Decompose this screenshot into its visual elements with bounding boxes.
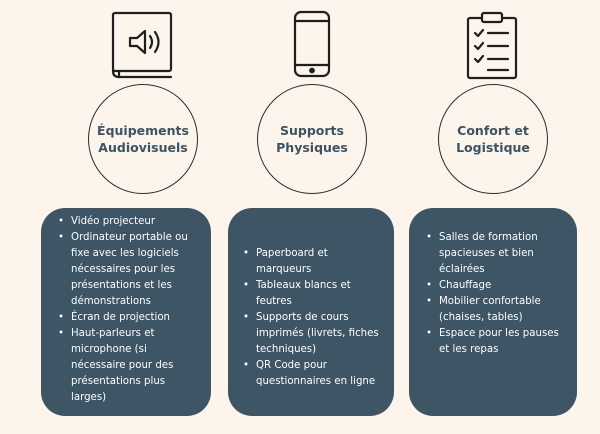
- list-item: • Écran de projection: [57, 310, 199, 326]
- bullet-list: [425, 230, 567, 358]
- bullet-list: [57, 214, 199, 406]
- column-title: Confort et Logistique: [456, 123, 530, 155]
- column-title: Équipements Audiovisuels: [97, 123, 189, 155]
- list-item: • Ordinateur portable ou fixe avec les logiciels nécessaires pour les présentations et les démonstrations: [57, 230, 199, 310]
- list-item: • Espace pour les pauses et les repas: [425, 326, 567, 358]
- card-equipements-audiovisuels: [41, 208, 211, 416]
- column-title: Supports Physiques: [276, 123, 348, 155]
- smartphone-icon: [272, 10, 352, 80]
- list-item: • Supports de cours imprimés (livrets, fiches techniques): [242, 310, 386, 358]
- list-item: • Salles de formation spacieuses et bien éclairées: [425, 230, 567, 278]
- list-item: • Tableaux blancs et feutres: [242, 278, 386, 310]
- card-supports-physiques: [228, 208, 394, 416]
- list-item: • Haut-parleurs et microphone (si nécessaire pour des présentations plus larges): [57, 326, 199, 406]
- bullet-list: [242, 246, 386, 390]
- circle-confort-logistique: [438, 84, 548, 194]
- card-confort-logistique: [409, 208, 577, 416]
- circle-equipements-audiovisuels: [88, 84, 198, 194]
- list-item: • Mobilier confortable (chaises, tables): [425, 294, 567, 326]
- audio-book-icon: [103, 10, 183, 80]
- list-item: • Vidéo projecteur: [57, 214, 199, 230]
- list-item: • QR Code pour questionnaires en ligne: [242, 358, 386, 390]
- checklist-clipboard-icon: [452, 10, 532, 80]
- list-item: • Paperboard et marqueurs: [242, 246, 386, 278]
- list-item: • Chauffage: [425, 278, 567, 294]
- circle-supports-physiques: [257, 84, 367, 194]
